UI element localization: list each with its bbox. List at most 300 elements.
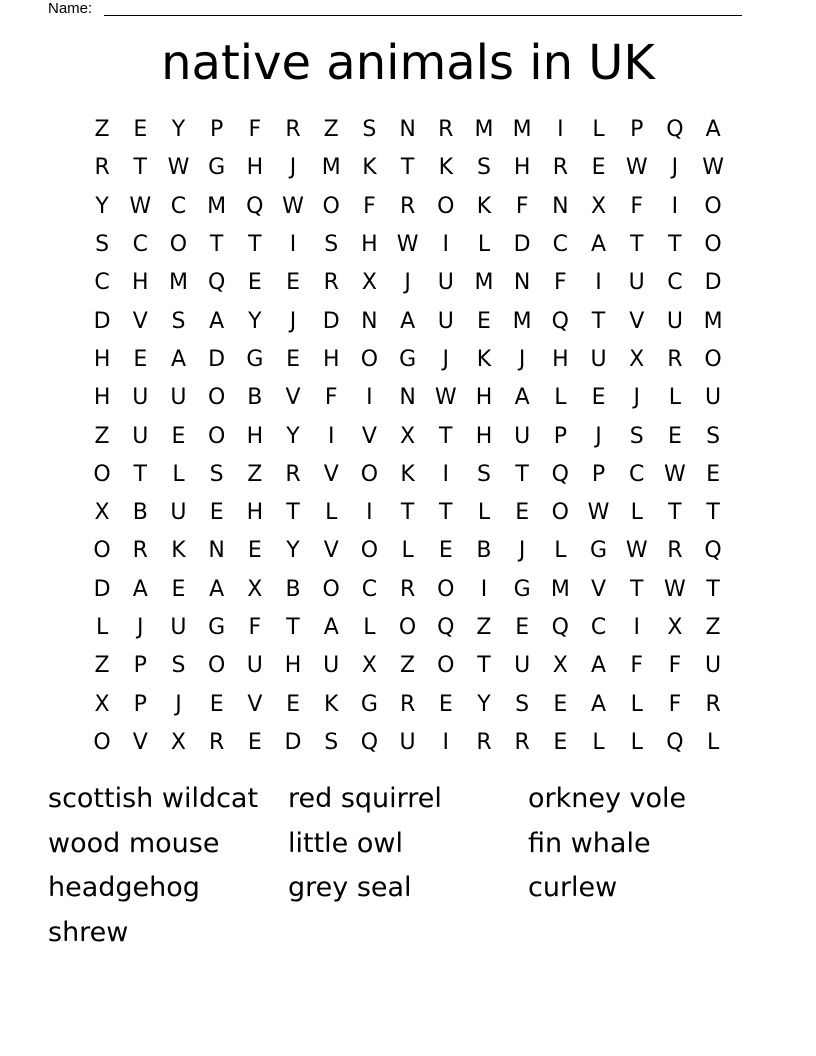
grid-letter: E bbox=[286, 691, 300, 717]
grid-letter: V bbox=[323, 538, 339, 564]
grid-letter: T bbox=[439, 423, 453, 449]
grid-letter: I bbox=[480, 576, 488, 602]
grid-row bbox=[83, 379, 733, 417]
grid-letter: E bbox=[706, 461, 721, 487]
grid-letter: O bbox=[207, 385, 226, 411]
grid-letter: W bbox=[587, 500, 610, 526]
grid-letter: G bbox=[399, 346, 417, 372]
grid-letter: W bbox=[282, 193, 304, 219]
word-list-item: wood mouse bbox=[48, 827, 220, 859]
grid-letter: D bbox=[513, 232, 531, 258]
grid-letter: J bbox=[175, 691, 182, 717]
grid-letter: L bbox=[477, 232, 491, 258]
grid-letter: O bbox=[360, 346, 379, 372]
grid-letter: I bbox=[442, 729, 450, 755]
grid-letter: K bbox=[476, 346, 492, 372]
grid-letter: T bbox=[629, 232, 644, 258]
grid-letter: H bbox=[132, 270, 149, 296]
grid-letter: T bbox=[515, 461, 529, 487]
grid-letter: E bbox=[247, 538, 262, 564]
grid-letter: E bbox=[438, 691, 453, 717]
grid-letter: I bbox=[671, 193, 679, 219]
grid-letter: Q bbox=[551, 615, 569, 640]
grid-letter: U bbox=[170, 615, 187, 640]
grid-letter: E bbox=[247, 729, 262, 755]
grid-letter: J bbox=[671, 155, 679, 181]
grid-letter: S bbox=[476, 461, 491, 487]
grid-letter: U bbox=[437, 270, 454, 296]
grid-letter: J bbox=[289, 155, 297, 181]
grid-letter: T bbox=[286, 615, 300, 640]
grid-letter: H bbox=[552, 346, 569, 372]
grid-letter: V bbox=[591, 576, 607, 602]
grid-letter: Q bbox=[551, 461, 569, 487]
grid-letter: P bbox=[591, 461, 606, 487]
grid-letter: X bbox=[247, 576, 263, 602]
grid-letter: I bbox=[633, 615, 640, 640]
grid-letter: O bbox=[704, 346, 722, 372]
grid-letter: E bbox=[515, 615, 530, 640]
grid-letter: F bbox=[248, 615, 262, 640]
grid-letter: X bbox=[667, 615, 683, 640]
grid-letter: W bbox=[434, 385, 457, 411]
grid-letter: S bbox=[95, 232, 110, 258]
grid-letter: B bbox=[476, 538, 492, 564]
grid-letter: O bbox=[207, 653, 226, 679]
grid-letter: J bbox=[633, 385, 640, 411]
grid-letter: O bbox=[704, 232, 722, 258]
grid-letter: R bbox=[132, 538, 148, 564]
grid-letter: X bbox=[361, 653, 377, 679]
grid-letter: Y bbox=[477, 691, 491, 717]
grid-letter: Z bbox=[94, 117, 110, 143]
grid-letter: B bbox=[247, 385, 263, 411]
grid-letter: M bbox=[474, 117, 494, 143]
grid-letter: T bbox=[133, 155, 147, 181]
word-list-item: orkney vole bbox=[528, 783, 687, 814]
grid-letter: H bbox=[246, 500, 264, 526]
letter-grid bbox=[83, 111, 733, 762]
grid-letter: S bbox=[629, 423, 644, 449]
grid-letter: N bbox=[399, 117, 416, 143]
grid-letter: W bbox=[625, 155, 648, 181]
grid-letter: J bbox=[137, 615, 144, 640]
grid-letter: A bbox=[514, 385, 530, 411]
grid-letter: I bbox=[557, 117, 564, 143]
grid-letter: W bbox=[396, 232, 419, 258]
grid-letter: J bbox=[442, 346, 450, 372]
grid-letter: S bbox=[171, 653, 186, 679]
grid-letter: Z bbox=[400, 653, 416, 679]
grid-letter: I bbox=[366, 385, 373, 411]
grid-letter: C bbox=[132, 232, 148, 258]
grid-letter: A bbox=[591, 691, 607, 717]
grid-row bbox=[83, 302, 733, 340]
grid-row bbox=[83, 571, 733, 609]
grid-letter: X bbox=[361, 270, 377, 296]
grid-letter: E bbox=[553, 729, 568, 755]
grid-letter: O bbox=[437, 193, 455, 219]
grid-letter: I bbox=[327, 423, 335, 449]
grid-letter: A bbox=[209, 576, 225, 602]
grid-letter: M bbox=[474, 270, 494, 296]
grid-letter: X bbox=[400, 423, 416, 449]
grid-letter: F bbox=[515, 193, 529, 219]
word-list-item: grey seal bbox=[288, 872, 412, 903]
grid-letter: D bbox=[704, 270, 722, 296]
grid-letter: F bbox=[554, 270, 567, 296]
grid-letter: K bbox=[324, 691, 339, 717]
grid-letter: M bbox=[512, 308, 532, 334]
grid-letter: V bbox=[629, 308, 645, 334]
grid-letter: W bbox=[167, 155, 190, 181]
grid-letter: E bbox=[209, 691, 224, 717]
grid-letter: L bbox=[172, 461, 185, 487]
grid-letter: F bbox=[668, 653, 682, 679]
grid-letter: Z bbox=[247, 461, 263, 487]
grid-row bbox=[83, 724, 733, 762]
grid-letter: F bbox=[248, 117, 262, 143]
grid-letter: Y bbox=[286, 423, 300, 449]
grid-letter: S bbox=[209, 461, 224, 487]
grid-letter: U bbox=[132, 385, 149, 411]
grid-letter: G bbox=[208, 155, 226, 181]
grid-letter: G bbox=[360, 691, 378, 717]
grid-letter: U bbox=[132, 423, 149, 449]
grid-letter: S bbox=[324, 729, 339, 755]
grid-letter: C bbox=[667, 270, 683, 296]
grid-letter: A bbox=[400, 308, 416, 334]
grid-letter: A bbox=[705, 117, 721, 143]
grid-letter: C bbox=[552, 232, 569, 258]
grid-letter: H bbox=[475, 385, 493, 411]
grid-letter: F bbox=[668, 691, 682, 717]
grid-letter: E bbox=[171, 423, 186, 449]
grid-letter: D bbox=[93, 576, 111, 602]
grid-letter: Q bbox=[551, 308, 569, 334]
grid-row bbox=[83, 532, 733, 570]
grid-letter: T bbox=[477, 653, 491, 679]
grid-letter: G bbox=[590, 538, 608, 564]
grid-letter: G bbox=[246, 346, 264, 372]
grid-letter: H bbox=[93, 346, 111, 372]
grid-row bbox=[83, 226, 733, 264]
grid-letter: V bbox=[323, 461, 339, 487]
grid-letter: H bbox=[513, 155, 531, 181]
grid-letter: F bbox=[630, 193, 644, 219]
grid-letter: R bbox=[667, 538, 683, 564]
grid-letter: E bbox=[209, 500, 224, 526]
grid-letter: E bbox=[247, 270, 262, 296]
grid-letter: W bbox=[664, 461, 686, 487]
grid-letter: M bbox=[703, 308, 723, 334]
grid-letter: L bbox=[554, 538, 567, 564]
grid-letter: O bbox=[398, 615, 417, 640]
grid-letter: R bbox=[705, 691, 721, 717]
grid-letter: M bbox=[207, 193, 227, 219]
grid-letter: O bbox=[437, 576, 455, 602]
grid-letter: L bbox=[477, 500, 491, 526]
grid-letter: O bbox=[322, 576, 340, 602]
grid-letter: A bbox=[170, 346, 186, 372]
grid-letter: O bbox=[207, 423, 226, 449]
grid-letter: L bbox=[668, 385, 682, 411]
grid-letter: Q bbox=[360, 729, 379, 755]
page-title: native animals in UK bbox=[161, 35, 655, 91]
grid-row bbox=[83, 494, 733, 532]
grid-letter: D bbox=[208, 346, 226, 372]
grid-letter: Z bbox=[323, 117, 339, 143]
grid-letter: X bbox=[94, 691, 110, 717]
grid-letter: P bbox=[630, 117, 644, 143]
grid-letter: V bbox=[247, 691, 263, 717]
grid-letter: C bbox=[170, 193, 187, 219]
grid-row bbox=[83, 685, 733, 723]
grid-letter: L bbox=[363, 615, 376, 640]
grid-letter: U bbox=[514, 423, 531, 449]
grid-letter: T bbox=[706, 500, 720, 526]
word-list-item: scottish wildcat bbox=[48, 783, 259, 814]
grid-letter: D bbox=[322, 308, 340, 334]
grid-letter: T bbox=[248, 232, 262, 258]
grid-letter: Q bbox=[666, 117, 684, 143]
grid-row bbox=[83, 111, 733, 149]
grid-letter: U bbox=[514, 653, 531, 679]
grid-letter: R bbox=[399, 576, 416, 602]
grid-letter: A bbox=[209, 308, 225, 334]
grid-letter: V bbox=[132, 729, 148, 755]
word-list-item: shrew bbox=[48, 916, 129, 948]
grid-letter: V bbox=[285, 385, 301, 411]
grid-letter: N bbox=[361, 308, 378, 334]
word-list-item: red squirrel bbox=[288, 783, 442, 814]
grid-letter: H bbox=[475, 423, 493, 449]
grid-letter: L bbox=[325, 500, 338, 526]
grid-letter: E bbox=[286, 346, 300, 372]
grid-letter: E bbox=[591, 385, 606, 411]
word-list bbox=[48, 777, 768, 955]
grid-letter: T bbox=[209, 232, 224, 258]
grid-letter: L bbox=[592, 117, 605, 143]
grid-letter: E bbox=[133, 346, 148, 372]
name-label: Name: bbox=[48, 0, 93, 17]
grid-letter: E bbox=[477, 308, 491, 334]
grid-letter: Q bbox=[437, 615, 455, 640]
grid-letter: N bbox=[399, 385, 416, 411]
grid-letter: L bbox=[401, 538, 414, 564]
grid-letter: J bbox=[595, 423, 602, 449]
grid-letter: P bbox=[210, 117, 224, 143]
grid-letter: O bbox=[93, 729, 111, 755]
grid-letter: N bbox=[552, 193, 569, 219]
grid-letter: E bbox=[515, 500, 530, 526]
grid-letter: W bbox=[664, 576, 686, 602]
grid-letter: P bbox=[553, 423, 567, 449]
grid-letter: R bbox=[476, 729, 492, 755]
grid-letter: X bbox=[629, 346, 645, 372]
grid-letter: C bbox=[94, 270, 110, 296]
grid-row bbox=[83, 264, 733, 302]
name-underline bbox=[104, 15, 742, 16]
grid-letter: R bbox=[285, 461, 301, 487]
grid-letter: E bbox=[591, 155, 606, 181]
grid-letter: O bbox=[704, 193, 722, 219]
grid-letter: C bbox=[590, 615, 607, 640]
grid-letter: L bbox=[554, 385, 567, 411]
grid-row bbox=[83, 188, 733, 226]
grid-letter: R bbox=[399, 691, 416, 717]
grid-letter: T bbox=[668, 500, 682, 526]
grid-letter: R bbox=[438, 117, 454, 143]
grid-letter: K bbox=[362, 155, 377, 181]
grid-letter: R bbox=[209, 729, 225, 755]
grid-letter: N bbox=[208, 538, 225, 564]
grid-row bbox=[83, 647, 733, 685]
grid-letter: H bbox=[93, 385, 111, 411]
grid-letter: D bbox=[284, 729, 302, 755]
grid-letter: Y bbox=[95, 193, 109, 219]
grid-letter: M bbox=[550, 576, 570, 602]
grid-letter: E bbox=[667, 423, 682, 449]
grid-letter: E bbox=[553, 691, 568, 717]
grid-letter: V bbox=[361, 423, 377, 449]
grid-letter: L bbox=[592, 729, 605, 755]
grid-letter: K bbox=[476, 193, 492, 219]
grid-letter: R bbox=[94, 155, 110, 181]
grid-letter: O bbox=[360, 538, 379, 564]
grid-letter: U bbox=[170, 500, 187, 526]
grid-letter: Q bbox=[246, 193, 264, 219]
grid-letter: D bbox=[93, 308, 111, 334]
grid-letter: R bbox=[552, 155, 568, 181]
grid-letter: O bbox=[93, 461, 111, 487]
grid-letter: F bbox=[630, 653, 644, 679]
grid-letter: K bbox=[171, 538, 186, 564]
grid-letter: P bbox=[133, 653, 147, 679]
grid-letter: O bbox=[437, 653, 455, 679]
grid-letter: H bbox=[246, 155, 264, 181]
grid-letter: Y bbox=[248, 308, 262, 334]
grid-letter: L bbox=[630, 729, 643, 755]
grid-letter: I bbox=[289, 232, 297, 258]
grid-letter: E bbox=[286, 270, 300, 296]
grid-letter: I bbox=[366, 500, 373, 526]
grid-letter: U bbox=[705, 385, 722, 411]
grid-letter: K bbox=[438, 155, 453, 181]
grid-letter: X bbox=[552, 653, 568, 679]
grid-letter: S bbox=[171, 308, 186, 334]
grid-letter: T bbox=[706, 576, 720, 602]
word-list-item: fin whale bbox=[528, 827, 651, 859]
grid-letter: E bbox=[133, 117, 148, 143]
grid-letter: R bbox=[514, 729, 530, 755]
grid-letter: T bbox=[133, 461, 147, 487]
grid-letter: M bbox=[512, 117, 532, 143]
grid-letter: O bbox=[169, 232, 188, 258]
grid-letter: U bbox=[323, 653, 340, 679]
grid-letter: H bbox=[361, 232, 378, 258]
grid-letter: J bbox=[289, 308, 297, 334]
grid-letter: J bbox=[518, 538, 526, 564]
word-list-item: little owl bbox=[288, 827, 403, 859]
grid-letter: I bbox=[442, 461, 450, 487]
grid-letter: T bbox=[629, 576, 644, 602]
grid-letter: U bbox=[170, 385, 187, 411]
grid-letter: Z bbox=[705, 615, 721, 640]
grid-letter: Z bbox=[94, 423, 110, 449]
word-list-item: curlew bbox=[528, 872, 618, 903]
grid-letter: X bbox=[590, 193, 607, 219]
grid-letter: K bbox=[400, 461, 415, 487]
grid-letter: U bbox=[399, 729, 416, 755]
grid-letter: O bbox=[551, 500, 569, 526]
grid-letter: T bbox=[439, 500, 453, 526]
name-field bbox=[48, 0, 742, 18]
grid-letter: S bbox=[362, 117, 377, 143]
grid-letter: S bbox=[476, 155, 491, 181]
grid-letter: W bbox=[129, 193, 152, 219]
grid-letter: M bbox=[168, 270, 188, 296]
grid-letter: X bbox=[94, 500, 110, 526]
grid-letter: Q bbox=[207, 270, 226, 296]
grid-letter: I bbox=[595, 270, 602, 296]
grid-letter: H bbox=[284, 653, 302, 679]
grid-letter: O bbox=[360, 461, 379, 487]
grid-letter: S bbox=[515, 691, 530, 717]
grid-letter: T bbox=[286, 500, 300, 526]
grid-letter: H bbox=[246, 423, 264, 449]
grid-letter: S bbox=[324, 232, 339, 258]
grid-letter: W bbox=[625, 538, 648, 564]
word-list-item: headgehog bbox=[48, 872, 200, 903]
grid-letter: T bbox=[591, 308, 606, 334]
grid-letter: U bbox=[590, 346, 607, 372]
grid-letter: U bbox=[705, 653, 722, 679]
grid-letter: I bbox=[442, 232, 450, 258]
grid-letter: Y bbox=[286, 538, 300, 564]
grid-letter: A bbox=[323, 615, 339, 640]
grid-letter: J bbox=[404, 270, 411, 296]
grid-letter: L bbox=[706, 729, 720, 755]
grid-letter: S bbox=[706, 423, 721, 449]
grid-row bbox=[83, 456, 733, 494]
grid-letter: F bbox=[363, 193, 376, 219]
grid-row bbox=[83, 341, 733, 379]
grid-letter: A bbox=[132, 576, 148, 602]
grid-letter: O bbox=[322, 193, 340, 219]
grid-letter: W bbox=[702, 155, 724, 181]
grid-letter: F bbox=[324, 385, 338, 411]
grid-letter: P bbox=[133, 691, 147, 717]
grid-row bbox=[83, 417, 733, 455]
grid-letter: L bbox=[95, 615, 109, 640]
grid-letter: T bbox=[668, 232, 682, 258]
grid-letter: U bbox=[246, 653, 263, 679]
grid-letter: R bbox=[285, 117, 301, 143]
grid-letter: Q bbox=[704, 538, 722, 564]
grid-letter: A bbox=[591, 232, 607, 258]
grid-letter: Q bbox=[666, 729, 684, 755]
grid-letter: T bbox=[400, 155, 415, 181]
grid-letter: U bbox=[666, 308, 683, 334]
grid-letter: V bbox=[132, 308, 148, 334]
grid-row bbox=[83, 149, 733, 187]
grid-letter: B bbox=[285, 576, 301, 602]
grid-letter: T bbox=[400, 500, 415, 526]
grid-letter: G bbox=[513, 576, 531, 602]
grid-letter: M bbox=[321, 155, 341, 181]
grid-letter: R bbox=[323, 270, 339, 296]
